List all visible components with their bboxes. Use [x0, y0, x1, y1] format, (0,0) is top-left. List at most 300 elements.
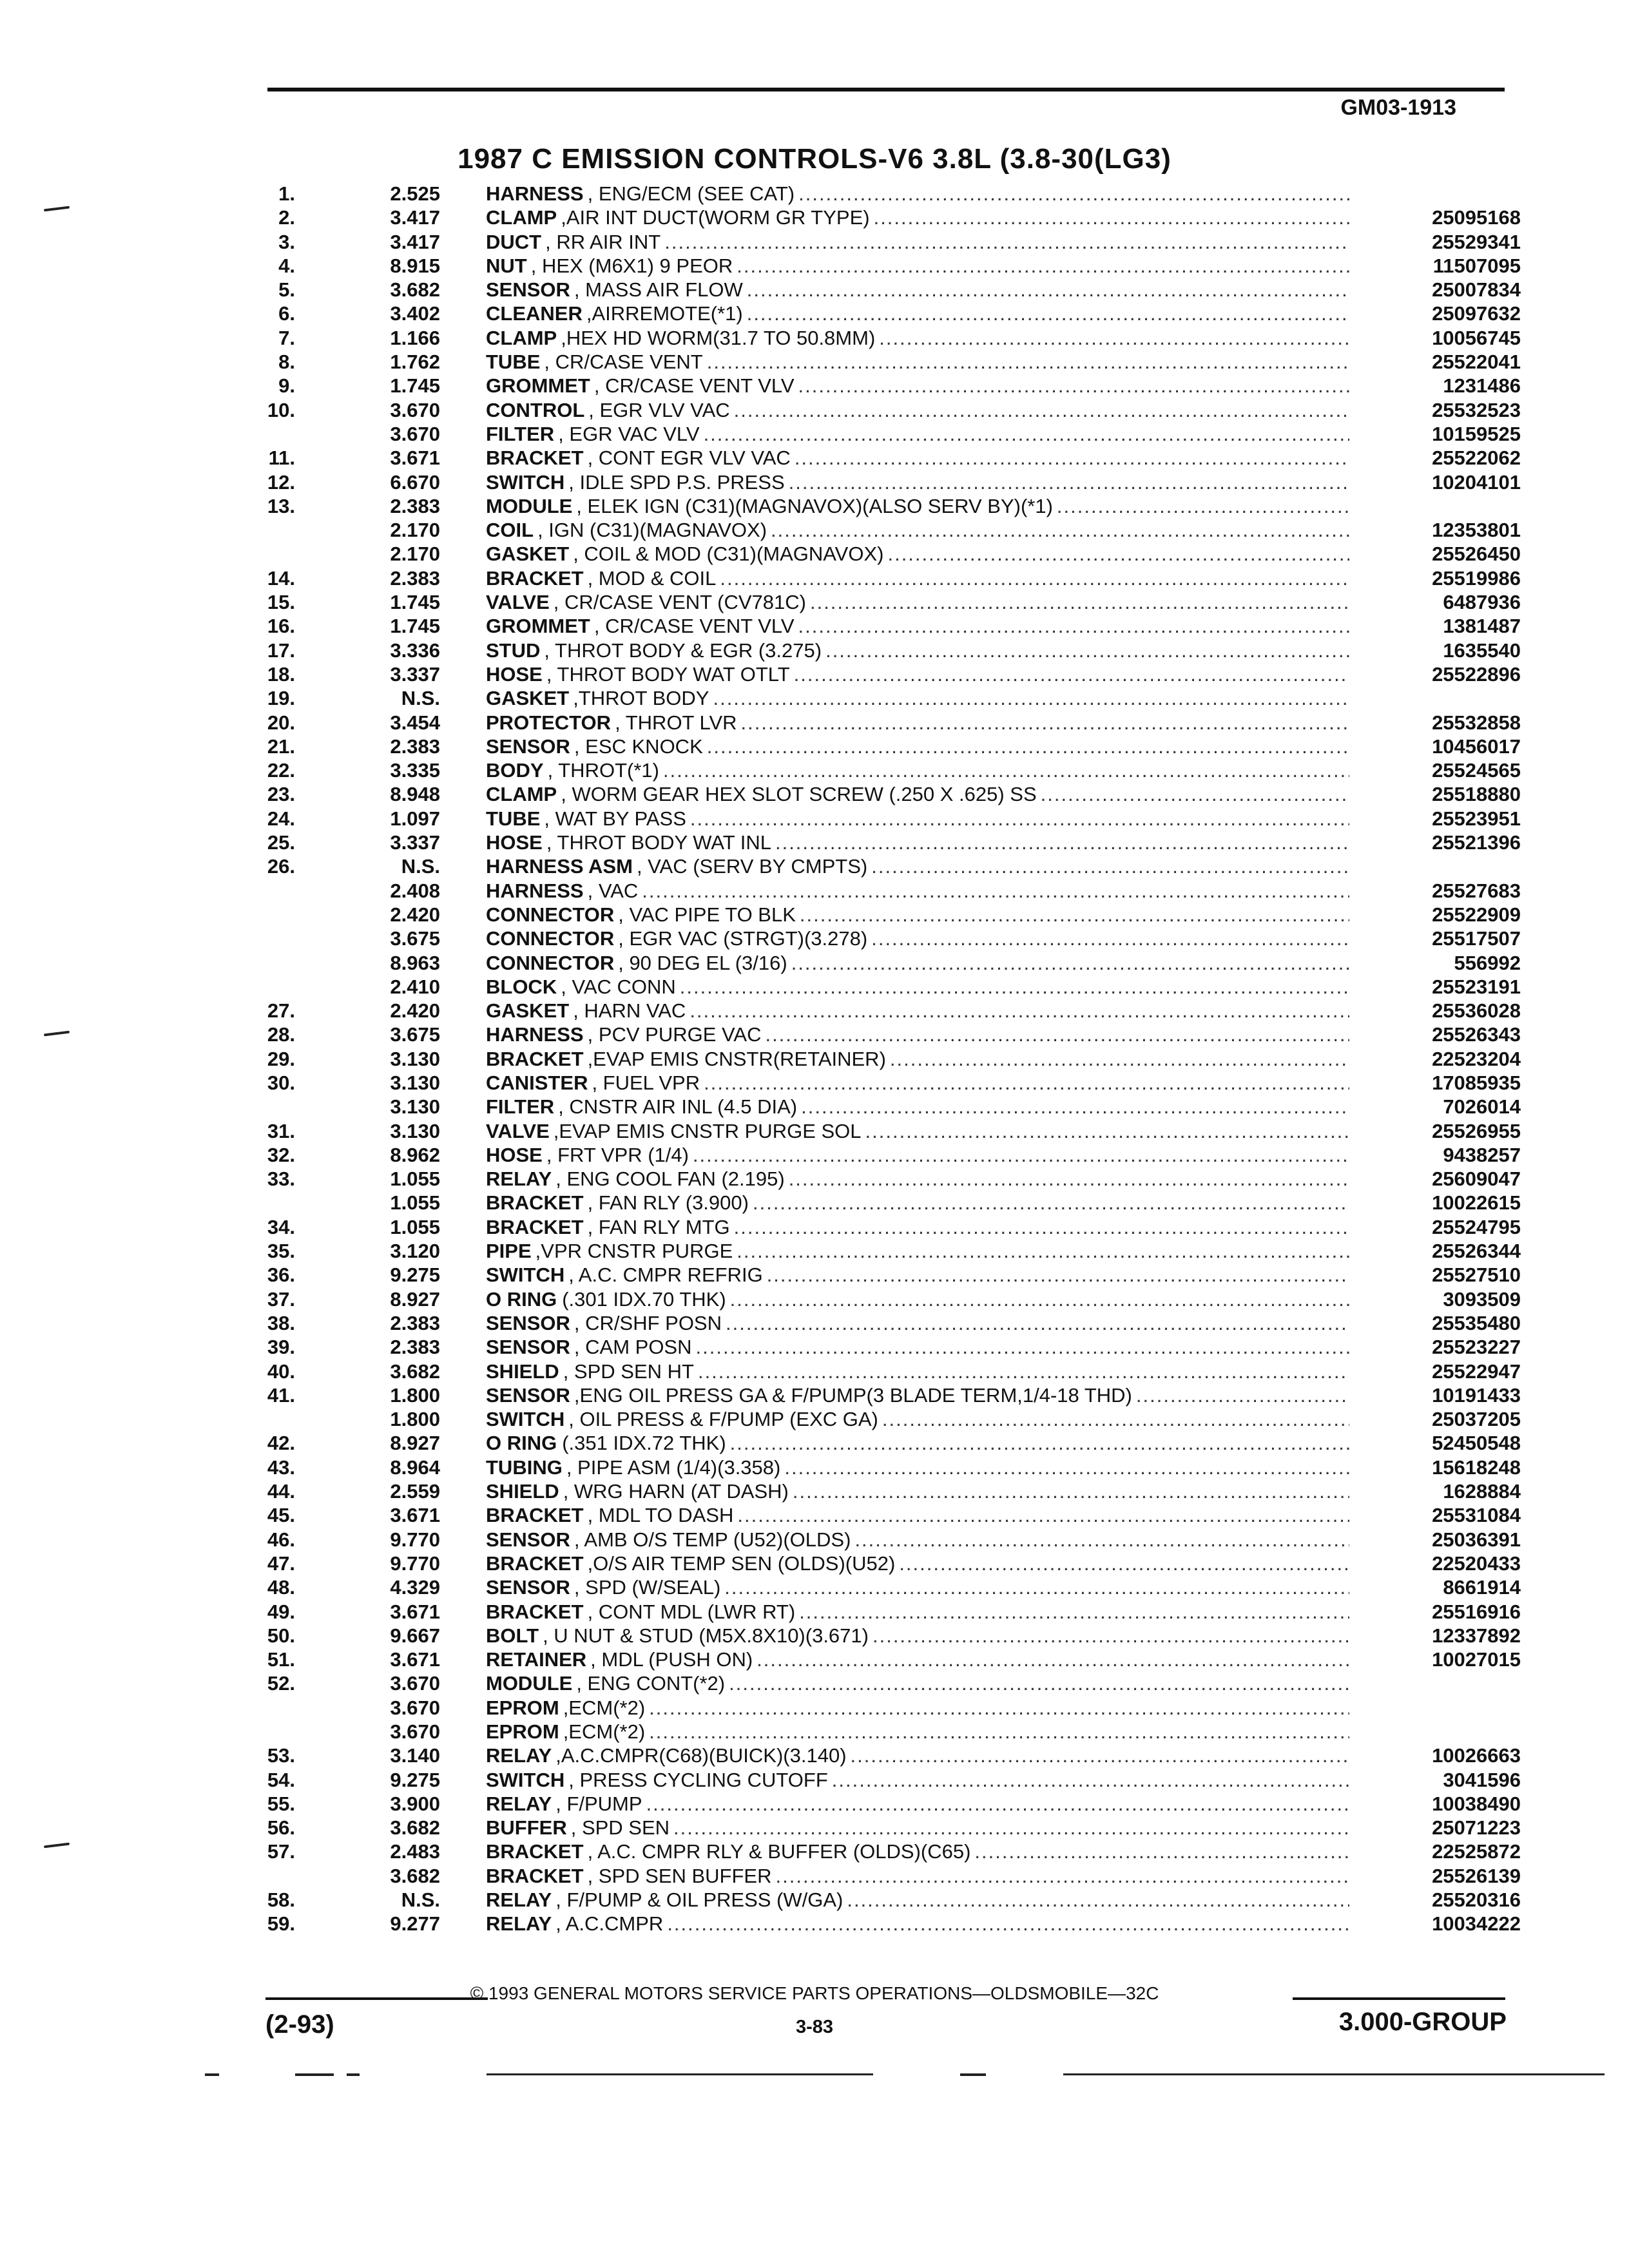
part-description — [486, 254, 1349, 278]
part-detail: , ENG COOL FAN (2.195) — [555, 1168, 785, 1191]
part-number: 10027015 — [1432, 1648, 1521, 1671]
leader-dots — [704, 1071, 1349, 1095]
part-number: 11507095 — [1432, 254, 1521, 277]
group-number: 3.337 — [390, 831, 440, 854]
leader-dots — [794, 662, 1349, 686]
part-number: 3041596 — [1443, 1768, 1521, 1791]
part-name: BRACKET — [486, 1840, 584, 1863]
part-description — [486, 903, 1349, 927]
part-row — [284, 903, 1521, 927]
part-description — [486, 1311, 1349, 1335]
part-row — [267, 999, 1521, 1023]
part-row — [267, 566, 1521, 590]
leader-dots — [741, 711, 1349, 735]
group-number: 3.130 — [390, 1071, 440, 1094]
item-number: 51. — [267, 1648, 295, 1671]
part-row — [278, 374, 1521, 398]
part-name: CONNECTOR — [486, 927, 615, 950]
leader-dots — [854, 1528, 1349, 1552]
part-name: BRACKET — [486, 1215, 584, 1238]
leader-dots — [800, 903, 1349, 927]
part-number: 1381487 — [1443, 615, 1521, 638]
part-detail: , MOD & COIL — [587, 566, 717, 590]
part-description — [486, 735, 1349, 758]
footer-copyright: © 1993 GENERAL MOTORS SERVICE PARTS OPERATIONS—OLDSMOBILE—32C — [470, 1983, 1159, 2003]
item-number: 39. — [267, 1336, 295, 1359]
leader-dots — [734, 1215, 1349, 1239]
part-number: 25609047 — [1432, 1168, 1521, 1191]
leader-dots — [642, 879, 1349, 903]
item-number: 9. — [278, 374, 295, 398]
leader-dots — [664, 230, 1349, 254]
part-name: CLAMP — [486, 326, 557, 349]
part-detail: , PCV PURGE VAC — [587, 1023, 762, 1046]
part-name: RELAY — [486, 1744, 552, 1767]
part-detail: ,A.C.CMPR(C68)(BUICK)(3.140) — [555, 1744, 847, 1767]
leader-dots — [899, 1552, 1349, 1575]
part-description — [486, 1600, 1349, 1624]
part-description — [486, 1888, 1349, 1912]
part-row — [278, 206, 1521, 229]
part-number: 25523951 — [1432, 807, 1521, 830]
part-detail: ,ECM(*2) — [563, 1720, 646, 1743]
group-number: 2.383 — [390, 735, 440, 758]
item-number: 24. — [267, 807, 295, 830]
part-row — [278, 278, 1521, 302]
part-row — [267, 1671, 1521, 1695]
part-description — [486, 1624, 1349, 1648]
part-detail: , RR AIR INT — [545, 230, 661, 253]
part-description — [486, 302, 1349, 325]
part-name: SENSOR — [486, 1311, 570, 1334]
part-row — [267, 1143, 1521, 1167]
group-number: 3.682 — [390, 278, 440, 302]
margin-mark — [44, 206, 70, 212]
leader-dots — [649, 1720, 1349, 1744]
part-description — [486, 518, 1349, 542]
part-detail: , WRG HARN (AT DASH) — [563, 1480, 789, 1503]
part-name: SWITCH — [486, 1264, 565, 1287]
part-name: BRACKET — [486, 1552, 584, 1575]
part-row — [267, 1503, 1521, 1527]
group-number: 2.170 — [390, 543, 440, 566]
leader-dots — [871, 927, 1349, 950]
part-description — [486, 1671, 1349, 1695]
item-number: 11. — [268, 447, 295, 470]
part-name: HOSE — [486, 662, 543, 686]
part-description — [486, 566, 1349, 590]
part-description — [486, 1119, 1349, 1143]
leader-dots — [793, 1479, 1349, 1503]
group-number: 3.675 — [390, 927, 440, 950]
item-number: 52. — [267, 1672, 295, 1695]
part-name: SENSOR — [486, 735, 570, 758]
item-number: 6. — [278, 302, 295, 325]
part-row — [267, 1456, 1521, 1479]
part-number: 25527683 — [1432, 879, 1521, 902]
leader-dots — [890, 1047, 1349, 1071]
part-detail: , COIL & MOD (C31)(MAGNAVOX) — [573, 543, 884, 566]
part-description — [486, 807, 1349, 831]
part-detail: , SPD SEN BUFFER — [587, 1864, 772, 1887]
group-number: 3.336 — [390, 639, 440, 662]
part-row — [284, 518, 1521, 542]
leader-dots — [784, 1456, 1349, 1479]
part-number: 25037205 — [1432, 1408, 1521, 1431]
part-detail: , WORM GEAR HEX SLOT SCREW (.250 X .625) SS — [561, 783, 1037, 806]
part-name: BUFFER — [486, 1816, 567, 1840]
part-detail: , MDL TO DASH — [587, 1504, 734, 1527]
part-row — [284, 879, 1521, 903]
leader-dots — [726, 1311, 1349, 1335]
part-number: 25522041 — [1432, 351, 1521, 374]
leader-dots — [798, 182, 1349, 206]
item-number: 38. — [267, 1311, 295, 1334]
leader-dots — [791, 951, 1349, 975]
leader-dots — [776, 1864, 1350, 1888]
group-number: 3.417 — [390, 206, 440, 229]
part-name: FILTER — [486, 422, 555, 445]
part-detail: , 90 DEG EL (3/16) — [618, 951, 787, 974]
part-description — [486, 1287, 1349, 1311]
page-title: 1987 C EMISSION CONTROLS-V6 3.8L (3.8-30(LG3) — [458, 143, 1171, 175]
part-detail: , CR/CASE VENT VLV — [593, 374, 795, 398]
part-detail: , F/PUMP & OIL PRESS (W/GA) — [555, 1888, 843, 1912]
item-number: 3. — [278, 230, 295, 253]
part-detail: ,VPR CNSTR PURGE — [535, 1240, 733, 1263]
part-description — [486, 374, 1349, 398]
group-number: 3.671 — [390, 447, 440, 470]
leader-dots — [737, 1503, 1349, 1527]
part-description — [486, 470, 1349, 494]
part-description — [486, 975, 1349, 999]
group-number: 9.770 — [390, 1528, 440, 1551]
part-row — [267, 1287, 1521, 1311]
item-number: 8. — [278, 351, 295, 374]
leader-dots — [696, 1335, 1349, 1359]
part-number: 25522062 — [1432, 447, 1521, 470]
group-number: 3.682 — [390, 1864, 440, 1887]
part-description — [486, 398, 1349, 422]
item-number: 44. — [267, 1480, 295, 1503]
group-number: 3.670 — [390, 1696, 440, 1719]
group-number: 1.800 — [390, 1408, 440, 1431]
group-number: 3.140 — [390, 1744, 440, 1767]
part-name: RETAINER — [486, 1648, 587, 1671]
part-row — [267, 1431, 1521, 1455]
item-number: 36. — [267, 1264, 295, 1287]
part-row — [284, 975, 1521, 999]
part-name: HOSE — [486, 1143, 543, 1166]
part-row — [267, 686, 1521, 710]
part-detail: , MASS AIR FLOW — [574, 278, 743, 302]
part-row — [267, 1624, 1521, 1648]
group-number: 3.671 — [390, 1648, 440, 1671]
item-number: 15. — [267, 591, 295, 614]
item-number: 21. — [267, 735, 295, 758]
part-row — [267, 1816, 1521, 1840]
leader-dots — [667, 1912, 1349, 1936]
item-number: 58. — [267, 1888, 295, 1912]
part-row — [267, 1528, 1521, 1552]
group-number: 3.671 — [390, 1504, 440, 1527]
part-description — [486, 182, 1349, 206]
part-description — [486, 782, 1349, 806]
group-number: 8.915 — [390, 254, 440, 277]
leader-dots — [720, 566, 1349, 590]
leader-dots — [649, 1696, 1349, 1720]
group-number: 1.097 — [390, 807, 440, 830]
scan-mark — [487, 2073, 873, 2075]
part-row — [278, 302, 1521, 325]
leader-dots — [734, 398, 1349, 422]
part-description — [486, 1407, 1349, 1431]
part-name: SENSOR — [486, 1528, 570, 1551]
leader-dots — [865, 1119, 1349, 1143]
item-number: 49. — [267, 1600, 295, 1623]
footer-date: (2-93) — [265, 2010, 334, 2039]
part-number: 10034222 — [1432, 1912, 1521, 1936]
part-name: COIL — [486, 519, 534, 542]
part-name: MODULE — [486, 1672, 573, 1695]
part-number: 10022615 — [1432, 1191, 1521, 1215]
part-number: 10038490 — [1432, 1792, 1521, 1815]
leader-dots — [798, 374, 1349, 398]
part-number: 8661914 — [1443, 1576, 1521, 1599]
part-description — [486, 927, 1349, 950]
group-number: N.S. — [401, 1888, 440, 1912]
part-row — [284, 1720, 1521, 1744]
part-name: HARNESS — [486, 182, 584, 205]
part-row — [284, 1864, 1521, 1888]
group-number: 9.667 — [390, 1624, 440, 1647]
leader-dots — [851, 1744, 1349, 1767]
part-number: 25526955 — [1432, 1119, 1521, 1142]
part-detail: , AMB O/S TEMP (U52)(OLDS) — [574, 1528, 851, 1551]
part-name: BRACKET — [486, 1047, 584, 1070]
group-number: 9.770 — [390, 1552, 440, 1575]
leader-dots — [765, 1023, 1349, 1046]
leader-dots — [646, 1792, 1349, 1816]
part-name: RELAY — [486, 1888, 552, 1912]
part-name: FILTER — [486, 1095, 555, 1119]
part-number: 17085935 — [1432, 1071, 1521, 1094]
part-description — [486, 711, 1349, 735]
part-detail: , ESC KNOCK — [574, 735, 703, 758]
group-number: 9.275 — [390, 1264, 440, 1287]
part-name: SENSOR — [486, 1383, 570, 1407]
part-number: 25517507 — [1432, 927, 1521, 950]
part-row — [284, 1191, 1521, 1215]
part-row — [267, 831, 1521, 854]
leader-dots — [801, 1095, 1349, 1119]
part-number: 22525872 — [1432, 1840, 1521, 1863]
part-description — [486, 1095, 1349, 1119]
part-number: 25527510 — [1432, 1264, 1521, 1287]
margin-mark — [44, 1843, 70, 1849]
part-name: BOLT — [486, 1624, 539, 1647]
part-row — [267, 662, 1521, 686]
part-description — [486, 831, 1349, 854]
part-detail: , F/PUMP — [555, 1792, 642, 1815]
group-number: 2.170 — [390, 519, 440, 542]
leader-dots — [882, 1407, 1349, 1431]
part-detail: ,EVAP EMIS CNSTR PURGE SOL — [553, 1119, 862, 1142]
part-number: 25536028 — [1432, 999, 1521, 1023]
group-number: 2.383 — [390, 1336, 440, 1359]
part-description — [486, 350, 1349, 374]
part-row — [267, 711, 1521, 735]
part-row — [267, 1311, 1521, 1335]
part-detail: ,HEX HD WORM(31.7 TO 50.8MM) — [561, 326, 876, 349]
item-number: 57. — [267, 1840, 295, 1863]
part-description — [486, 230, 1349, 254]
part-description — [486, 446, 1349, 470]
leader-dots — [847, 1888, 1349, 1912]
part-description — [486, 422, 1349, 446]
part-name: SENSOR — [486, 1336, 570, 1359]
part-row — [284, 951, 1521, 975]
leader-dots — [707, 735, 1349, 758]
part-name: CONNECTOR — [486, 951, 615, 974]
part-description — [486, 614, 1349, 638]
part-name: BODY — [486, 759, 544, 782]
group-number: 3.417 — [390, 230, 440, 253]
part-detail: , ELEK IGN (C31)(MAGNAVOX)(ALSO SERV BY)(*1) — [576, 494, 1053, 517]
part-row — [267, 1119, 1521, 1143]
item-number: 17. — [267, 639, 295, 662]
item-number: 29. — [267, 1047, 295, 1070]
part-detail: ,ECM(*2) — [563, 1696, 646, 1719]
leader-dots — [753, 1191, 1349, 1215]
part-description — [486, 758, 1349, 782]
part-number: 10159525 — [1432, 422, 1521, 445]
item-number: 30. — [267, 1071, 295, 1094]
leader-dots — [689, 999, 1349, 1023]
part-number: 25532523 — [1432, 398, 1521, 421]
leader-dots — [707, 350, 1349, 374]
part-detail: , SPD SEN — [570, 1816, 670, 1840]
part-number: 10204101 — [1432, 470, 1521, 494]
part-description — [486, 1456, 1349, 1479]
leader-dots — [872, 1624, 1349, 1648]
part-name: TUBING — [486, 1456, 563, 1479]
leader-dots — [879, 326, 1349, 350]
part-detail: , THROT LVR — [615, 711, 737, 734]
part-description — [486, 854, 1349, 878]
top-rule — [267, 88, 1505, 91]
item-number: 33. — [267, 1168, 295, 1191]
part-description — [486, 1383, 1349, 1407]
item-number: 47. — [267, 1552, 295, 1575]
part-name: GASKET — [486, 999, 570, 1023]
item-number: 28. — [267, 1023, 295, 1046]
part-description — [486, 951, 1349, 975]
part-number: 25095168 — [1432, 206, 1521, 229]
scan-mark — [960, 2073, 986, 2076]
part-name: RELAY — [486, 1168, 552, 1191]
part-description — [486, 1479, 1349, 1503]
leader-dots — [775, 831, 1349, 854]
part-detail: , PRESS CYCLING CUTOFF — [568, 1768, 828, 1791]
part-description — [486, 1792, 1349, 1816]
part-number: 25522896 — [1432, 662, 1521, 686]
part-row — [267, 1768, 1521, 1792]
part-number: 25518880 — [1432, 783, 1521, 806]
leader-dots — [789, 470, 1349, 494]
item-number: 18. — [267, 662, 295, 686]
part-detail: , EGR VAC VLV — [558, 422, 700, 445]
part-detail: , A.C.CMPR — [555, 1912, 664, 1936]
part-description — [486, 1215, 1349, 1239]
leader-dots — [704, 422, 1349, 446]
part-row — [267, 1912, 1521, 1936]
part-name: EPROM — [486, 1696, 559, 1719]
group-number: 3.130 — [390, 1119, 440, 1142]
leader-dots — [713, 686, 1349, 710]
leader-dots — [871, 854, 1349, 878]
part-description — [486, 1696, 1349, 1720]
group-number: N.S. — [401, 687, 440, 710]
part-name: CONTROL — [486, 398, 585, 421]
part-name: SWITCH — [486, 1768, 565, 1791]
part-number: 25519986 — [1432, 566, 1521, 590]
part-number: 25516916 — [1432, 1600, 1521, 1623]
part-description — [486, 1575, 1349, 1599]
part-detail: ,THROT BODY — [573, 687, 709, 710]
leader-dots — [1136, 1383, 1349, 1407]
part-detail: , FRT VPR (1/4) — [546, 1143, 689, 1166]
part-name: GASKET — [486, 543, 570, 566]
group-number: 2.383 — [390, 494, 440, 517]
part-description — [486, 662, 1349, 686]
item-number: 56. — [267, 1816, 295, 1840]
part-detail: , A.C. CMPR RLY & BUFFER (OLDS)(C65) — [587, 1840, 971, 1863]
part-description — [486, 1143, 1349, 1167]
part-description — [486, 542, 1349, 566]
part-detail: , OIL PRESS & F/PUMP (EXC GA) — [568, 1408, 878, 1431]
leader-dots — [663, 758, 1349, 782]
part-name: PIPE — [486, 1240, 532, 1263]
part-row — [267, 614, 1521, 638]
group-number: 1.166 — [390, 326, 440, 349]
part-number: 15618248 — [1432, 1456, 1521, 1479]
group-number: 1.055 — [390, 1191, 440, 1215]
leader-dots — [974, 1840, 1349, 1863]
item-number: 20. — [267, 711, 295, 734]
part-number: 25526139 — [1432, 1864, 1521, 1887]
leader-dots — [874, 206, 1349, 229]
part-number: 22523204 — [1432, 1047, 1521, 1070]
group-number: 9.277 — [390, 1912, 440, 1936]
part-number: 25531084 — [1432, 1504, 1521, 1527]
part-row — [278, 182, 1521, 206]
part-number: 6487936 — [1443, 591, 1521, 614]
part-name: BRACKET — [486, 1864, 584, 1887]
part-description — [486, 1552, 1349, 1575]
part-number: 1635540 — [1443, 639, 1521, 662]
part-row — [267, 1047, 1521, 1071]
part-description — [486, 326, 1349, 350]
part-number: 25071223 — [1432, 1816, 1521, 1840]
leader-dots — [810, 590, 1349, 614]
group-number: 1.745 — [390, 615, 440, 638]
part-number: 25532858 — [1432, 711, 1521, 734]
part-detail: , FAN RLY MTG — [587, 1215, 730, 1238]
part-description — [486, 999, 1349, 1023]
part-detail: , THROT BODY WAT OTLT — [546, 662, 790, 686]
part-row — [268, 446, 1521, 470]
